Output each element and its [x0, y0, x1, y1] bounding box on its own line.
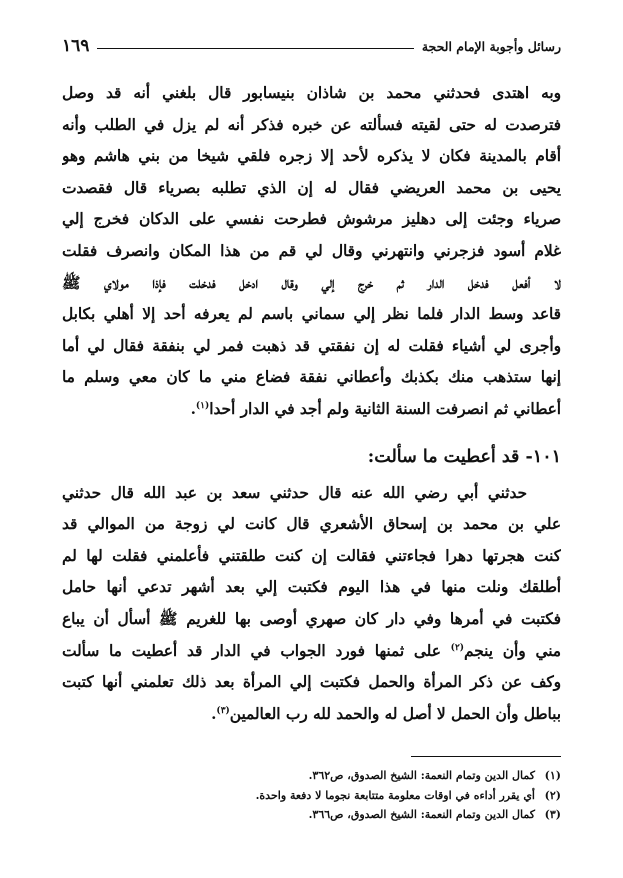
- text-line: وكف عن ذكر المرأة والحمل فكتبت إلي المرأة بعد ذلك تعلمني أنها كتبت: [62, 673, 561, 692]
- running-title: رسائل وأجوبة الإمام الحجة: [421, 38, 561, 54]
- footnote-text: أي يقرر أداءه في اوقات معلومة متتابعة نجوما لا دفعة واحدة.: [255, 788, 535, 802]
- text-run: بباطل وأن الحمل لا أصل له والحمد لله رب العالمين: [229, 704, 561, 723]
- footnote: [62, 786, 561, 806]
- full-stop: .: [211, 704, 217, 723]
- text-line: يحيى بن محمد العريضي فقال له إن الذي تطلبه بصرياء قال فقصدت: [62, 178, 561, 197]
- text-line: فكتبت في أمرها وفي دار كان صهري أوصى بها للغريم ﷺ أسأل أن يباع: [62, 609, 561, 628]
- footnote-number: (٢): [544, 788, 561, 802]
- text-line-last: [62, 394, 561, 426]
- text-line: فترصدت له حتى لقيته فسألته عن خبره فذكر أنه لم يزل في الطلب وأنه: [62, 115, 561, 134]
- footnote-marker: (٢): [450, 642, 465, 653]
- text-line: صرياء وجئت إلى دهليز مرشوش فطرحت نفسي على الدكان فخرج إلي: [62, 210, 561, 229]
- main-text: [62, 78, 561, 730]
- footnote-marker: (٣): [216, 705, 230, 716]
- text-line-last: [62, 699, 561, 731]
- text-line: وأجرى لي أشياء فقلت له إن نفقتي قد ذهبت فمر لي بنفقة فقال لي أما: [62, 336, 561, 355]
- text-line: كنت هجرتها دهرا فجاءتني فقالت إن كنت طلقتني فأعلمني فقلت لها لم: [62, 546, 561, 565]
- footnote: [62, 766, 561, 786]
- section-heading: ١٠١- قد أعطيت ما سألت:: [367, 446, 561, 467]
- footnote-text: كمال الدين وتمام النعمة: الشيخ الصدوق، ص٣٦٢.: [308, 769, 535, 782]
- full-stop: .: [190, 399, 196, 418]
- text-line: أطلقك ونلت منها في هذا اليوم فكتبت إلي بعد أشهر تدعي أنها حامل: [62, 578, 561, 597]
- text-line: حدثني أبي رضي الله عنه قال حدثني سعد بن عبد الله قال حدثني: [62, 483, 527, 502]
- text-line: [62, 636, 561, 668]
- text-line: أقام بالمدينة فكان لا يذكره لأحد إلا زجره فلقي شيخا من بني هاشم وهو: [62, 147, 561, 166]
- footnote: [62, 805, 561, 825]
- page-header: [62, 36, 561, 56]
- page-number: ١٦٩: [62, 36, 90, 56]
- footnote-rule: [411, 756, 561, 757]
- text-line: غلام أسود فزجرني وانتهرني وقال لي قم من هذا المكان وانصرف فقلت: [62, 241, 561, 260]
- footnotes: [62, 766, 561, 825]
- text-line: وبه اهتدى فحدثني محمد بن شاذان بنيسابور قال بلغني أنه قد وصل: [62, 84, 561, 102]
- text-line: علي بن محمد بن إسحاق الأشعري قال كانت لي زوجة من الموالي قد: [62, 515, 561, 534]
- footnote-text: كمال الدين وتمام النعمة: الشيخ الصدوق، ص٣٦٦.: [308, 808, 535, 821]
- footnote-marker: (١): [195, 400, 210, 411]
- text-line: إنها ستذهب منك بكذبك وأعطاني نفقة فضاع مني ما كان معي وسلم ما: [62, 368, 561, 387]
- text-line: قاعد وسط الدار فلما نظر إلي سماني باسم لم يعرفه أحد إلا أهلي بكابل: [62, 305, 561, 324]
- header-rule: [97, 48, 413, 49]
- footnote-number: (٣): [544, 808, 561, 821]
- footnote-number: (١): [544, 769, 561, 782]
- text-run: أعطاني ثم انصرفت السنة الثانية ولم أجد في الدار أحدا: [209, 399, 561, 418]
- text-line: لا أفعل فدخل الدار ثم خرج إلي وقال ادخل فدخلت فإذا مولاي ﷺ: [62, 273, 561, 292]
- text-run: على ثمنها فورد الجواب في الدار قد أعطيت ما سألت: [62, 641, 451, 660]
- text-run: مني وأن ينجم: [464, 641, 561, 660]
